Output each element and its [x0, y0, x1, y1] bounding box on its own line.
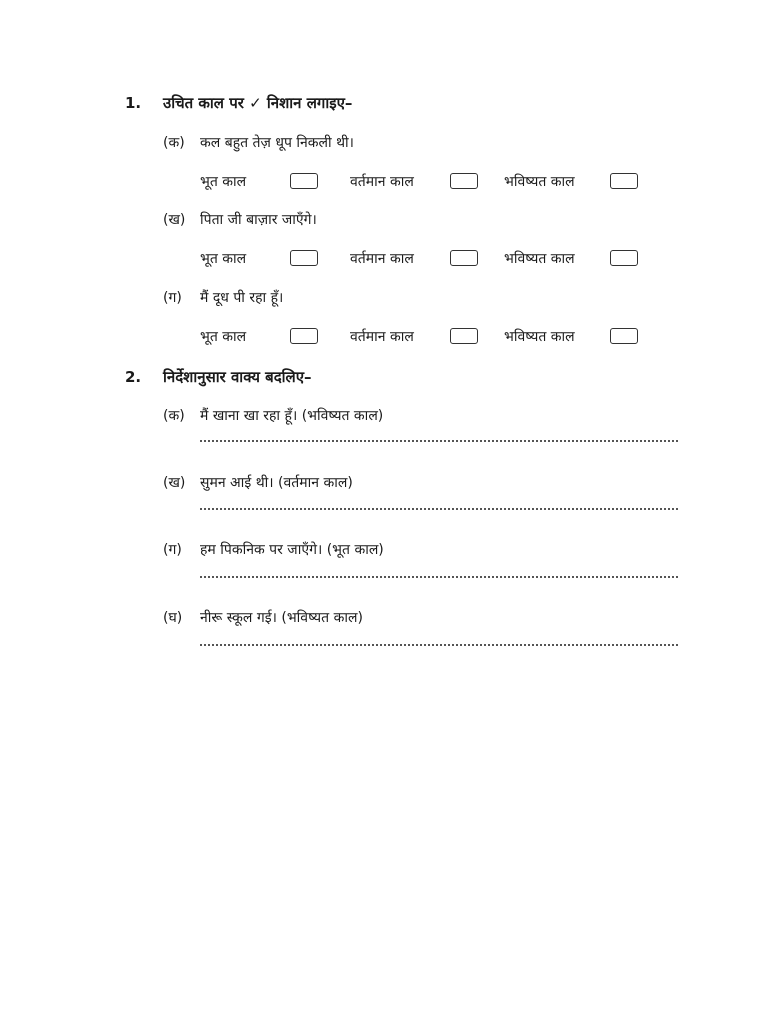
q1-item-kha-sentence: पिता जी बाज़ार जाएँगे।	[200, 212, 317, 228]
past-tense-checkbox[interactable]	[290, 173, 318, 189]
past-tense-checkbox[interactable]	[290, 328, 318, 344]
question-1-title: उचित काल पर ✓ निशान लगाइए–	[163, 94, 353, 112]
present-tense-checkbox[interactable]	[450, 328, 478, 344]
option-present-label: वर्तमान काल	[350, 174, 414, 190]
q1-item-ka	[163, 133, 354, 153]
future-tense-checkbox[interactable]	[610, 173, 638, 189]
q1-item-ga	[163, 288, 283, 308]
question-2-title: निर्देशानुसार वाक्य बदलिए–	[163, 368, 312, 386]
option-past-label: भूत काल	[200, 251, 247, 267]
option-present-label: वर्तमान काल	[350, 251, 414, 267]
past-tense-checkbox[interactable]	[290, 250, 318, 266]
q2-item-ka	[163, 406, 383, 426]
future-tense-checkbox[interactable]	[610, 250, 638, 266]
q1-item-kha	[163, 210, 317, 230]
q2-item-kha-answer-line[interactable]	[200, 508, 678, 510]
q2-item-kha	[163, 473, 353, 493]
q2-item-ga-answer-line[interactable]	[200, 576, 678, 578]
q2-item-kha-label: (ख)	[163, 475, 186, 491]
q2-item-ga-sentence: हम पिकनिक पर जाएँगे। (भूत काल)	[200, 542, 384, 558]
q1-item-kha-options	[200, 249, 680, 269]
q1-item-ga-label: (ग)	[163, 290, 182, 306]
option-past-label: भूत काल	[200, 329, 247, 345]
option-future-label: भविष्यत काल	[504, 329, 575, 345]
q2-item-kha-sentence: सुमन आई थी। (वर्तमान काल)	[200, 475, 353, 491]
present-tense-checkbox[interactable]	[450, 250, 478, 266]
q1-item-ka-sentence: कल बहुत तेज़ धूप निकली थी।	[200, 135, 354, 151]
option-past-label: भूत काल	[200, 174, 247, 190]
option-future-label: भविष्यत काल	[504, 174, 575, 190]
q2-item-gha	[163, 608, 363, 628]
future-tense-checkbox[interactable]	[610, 328, 638, 344]
q2-item-ka-sentence: मैं खाना खा रहा हूँ। (भविष्यत काल)	[200, 408, 384, 424]
q2-item-ka-label: (क)	[163, 408, 185, 424]
q1-item-kha-label: (ख)	[163, 212, 186, 228]
q1-item-ka-options	[200, 172, 680, 192]
q2-item-gha-answer-line[interactable]	[200, 644, 678, 646]
option-present-label: वर्तमान काल	[350, 329, 414, 345]
q2-item-ga	[163, 540, 384, 560]
question-1-number: 1.	[125, 94, 142, 112]
question-2-number: 2.	[125, 368, 142, 386]
q1-item-ga-sentence: मैं दूध पी रहा हूँ।	[200, 290, 284, 306]
q2-item-gha-label: (घ)	[163, 610, 183, 626]
q2-item-ka-answer-line[interactable]	[200, 440, 678, 442]
q1-item-ka-label: (क)	[163, 135, 185, 151]
q1-item-ga-options	[200, 327, 680, 347]
option-future-label: भविष्यत काल	[504, 251, 575, 267]
q2-item-ga-label: (ग)	[163, 542, 182, 558]
present-tense-checkbox[interactable]	[450, 173, 478, 189]
q2-item-gha-sentence: नीरू स्कूल गई। (भविष्यत काल)	[200, 610, 363, 626]
